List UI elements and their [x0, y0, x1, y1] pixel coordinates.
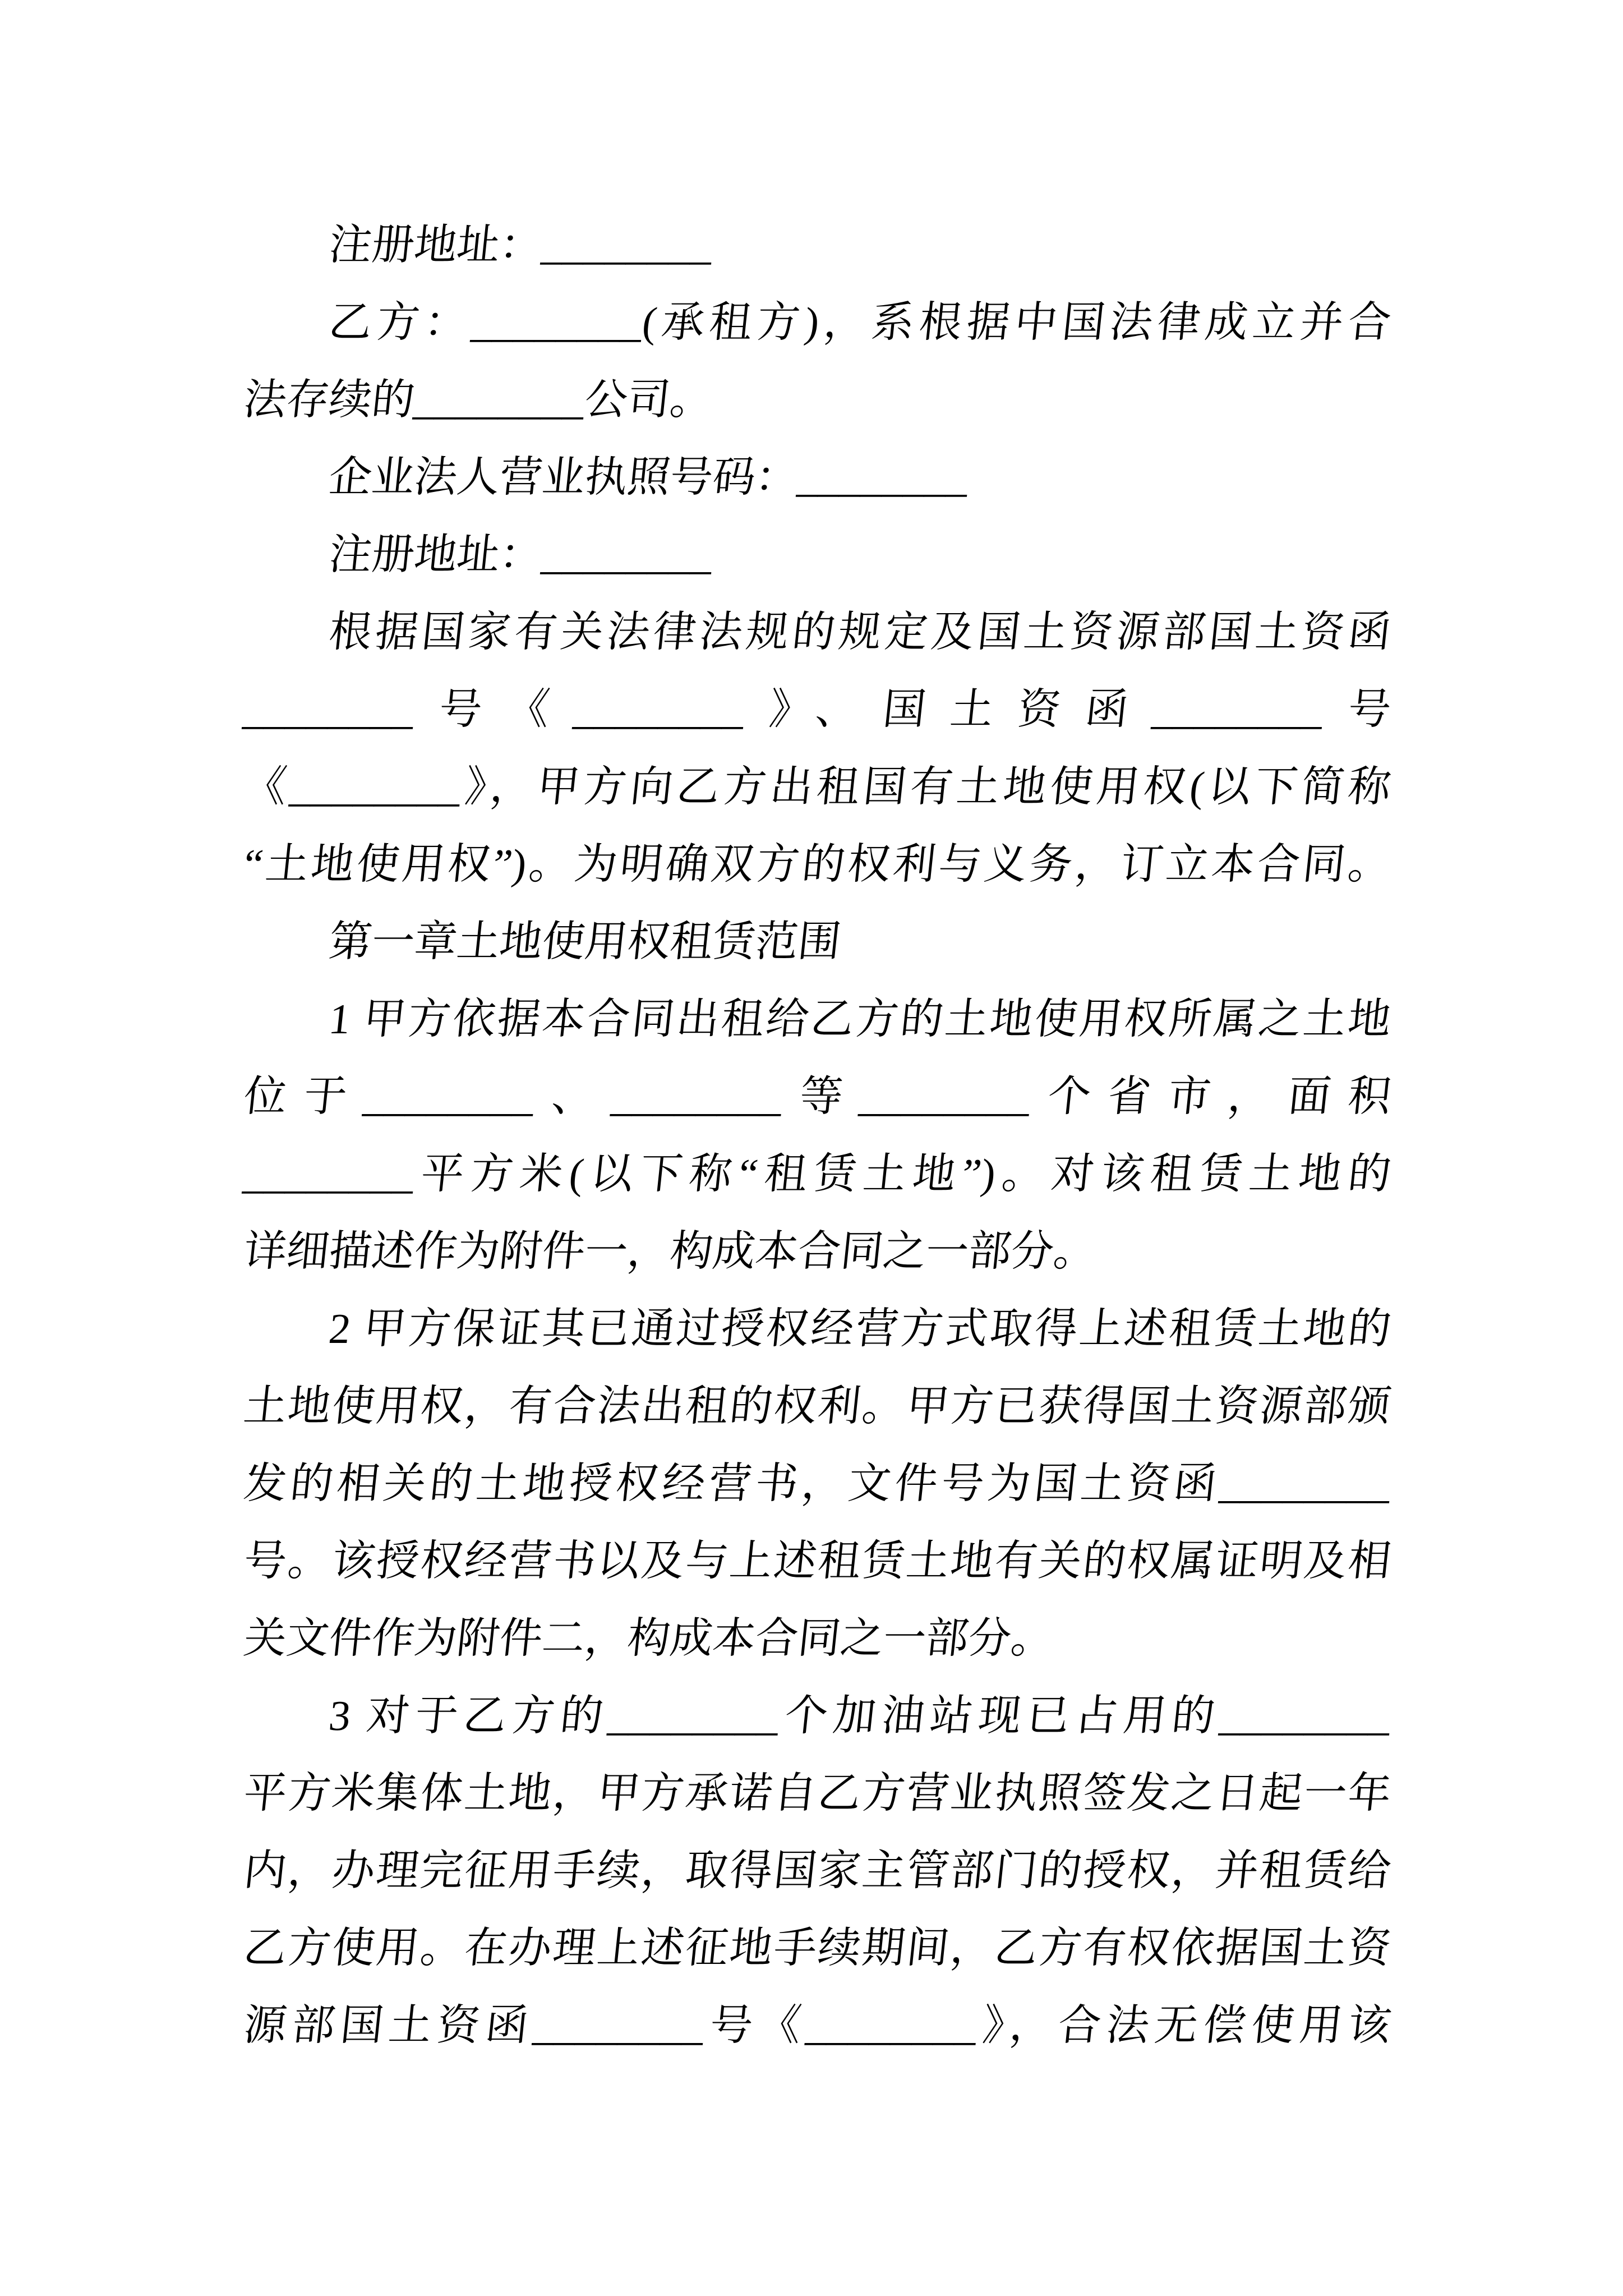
document-line: 源部国土资函________号《________》，合法无偿使用该: [241, 2002, 1394, 2049]
document-line: ________平方米(以下称“租赁土地”)。对该租赁土地的: [241, 1151, 1394, 1198]
document-line: 号。该授权经营书以及与上述租赁土地有关的权属证明及相: [241, 1538, 1394, 1585]
document-line: 关文件作为附件二，构成本合同之一部分。: [241, 1615, 1057, 1662]
document-line: 平方米集体土地，甲方承诺自乙方营业执照签发之日起一年: [241, 1770, 1394, 1817]
contract-body: [241, 206, 1394, 2064]
document-line: ________号《________》、国土资函________号: [241, 686, 1394, 733]
document-line: 内，办理完征用手续，取得国家主管部门的授权，并租赁给: [241, 1847, 1394, 1894]
document-line: 3 对于乙方的________个加油站现已占用的________: [326, 1692, 1394, 1740]
document-line: “土地使用权”)。为明确双方的权利与义务，订立本合同。: [241, 841, 1394, 888]
document-line: 法存续的________公司。: [241, 376, 716, 424]
document-line: 乙方：________(承租方)，系根据中国法律成立并合: [326, 299, 1394, 346]
document-line: 注册地址：________: [326, 222, 716, 269]
document-line: 1 甲方依据本合同出租给乙方的土地使用权所属之土地: [326, 996, 1394, 1043]
document-line: 详细描述作为附件一，构成本合同之一部分。: [241, 1228, 1099, 1275]
document-line: 注册地址：________: [326, 531, 716, 578]
document-line: 位于________、________等________个省市，面积: [241, 1073, 1394, 1120]
document-line: 《________》，甲方向乙方出租国有土地使用权(以下简称: [241, 763, 1394, 811]
document-line: 企业法人营业执照号码：________: [326, 454, 971, 501]
document-line: 发的相关的土地授权经营书，文件号为国土资函________: [241, 1460, 1394, 1507]
document-line chapter-heading: 第一章土地使用权租赁范围: [326, 918, 843, 965]
document-line: 土地使用权，有合法出租的权利。甲方已获得国土资源部颁: [241, 1383, 1394, 1430]
document-line: 2 甲方保证其已通过授权经营方式取得上述租赁土地的: [326, 1305, 1394, 1352]
document-line: 乙方使用。在办理上述征地手续期间，乙方有权依据国土资: [241, 1925, 1394, 1972]
document-line: 根据国家有关法律法规的规定及国土资源部国土资函: [326, 609, 1394, 656]
